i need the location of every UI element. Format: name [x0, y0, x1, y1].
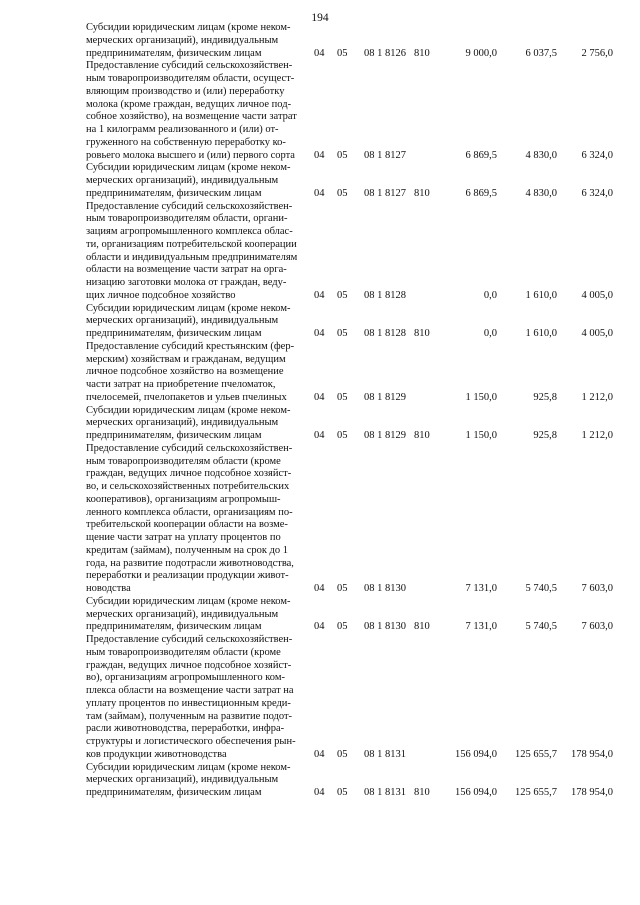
section-code: 04 — [314, 583, 325, 594]
amount-year-1: 9 000,0 — [465, 47, 497, 59]
amount-year-3: 178 954,0 — [571, 787, 613, 798]
table-row — [0, 162, 640, 200]
description-line: молока (кроме граждан, ведущих личное под- — [86, 98, 292, 110]
description-line: зациям агропромышленного комплекса облас- — [86, 226, 293, 237]
row-description — [86, 405, 310, 443]
description-line: груженного на собственную переработку ко- — [86, 136, 286, 148]
amount-year-2: 4 830,0 — [525, 149, 557, 161]
amount-year-2: 4 830,0 — [525, 187, 557, 199]
amount-year-3: 6 324,0 — [581, 149, 613, 161]
expense-type-code: 810 — [414, 621, 430, 633]
table-row — [0, 405, 640, 443]
description-line: года, на развитие подотрасли животноводства, — [86, 557, 294, 569]
amount-year-2: 5 740,5 — [525, 621, 557, 633]
amount-year-3: 1 212,0 — [581, 430, 613, 441]
description-line: мерческих организаций), индивидуальным — [86, 34, 279, 46]
description-line: предпринимателям, физическим лицам — [86, 187, 262, 199]
page-number: 194 — [311, 12, 329, 24]
subsection-code: 05 — [337, 621, 348, 633]
description-line: низацию заготовки молока от граждан, веду- — [86, 277, 287, 288]
expense-type-code: 810 — [414, 430, 430, 441]
row-description — [86, 634, 310, 762]
row-description — [86, 443, 310, 596]
description-line: области на возмещение части затрат на орга- — [86, 264, 287, 276]
description-line: Предоставление субсидий сельскохозяйствен- — [86, 634, 293, 645]
expense-type-code: 810 — [414, 328, 430, 339]
description-line: ленного комплекса области, организациям по- — [86, 506, 293, 518]
amount-year-2: 1 610,0 — [525, 289, 557, 301]
description-line: уплату процентов по инвестиционным креди- — [86, 697, 291, 709]
target-article-code: 08 1 8130 — [364, 583, 406, 594]
description-line: требительской кооперации области на возме- — [86, 519, 288, 531]
description-line: структуры и логистического обеспечения рын- — [86, 736, 296, 747]
section-code: 04 — [314, 149, 325, 161]
description-line: предпринимателям, физическим лицам — [86, 47, 262, 59]
row-description — [86, 162, 310, 200]
description-line: граждан, ведущих личное подсобное хозяйст- — [86, 659, 292, 671]
description-line: ным товаропроизводителям области (кроме — [86, 646, 281, 658]
row-description — [86, 201, 310, 303]
section-code: 04 — [314, 621, 325, 633]
description-line: предпринимателям, физическим лицам — [86, 621, 262, 633]
target-article-code: 08 1 8128 — [364, 289, 406, 301]
section-code: 04 — [314, 748, 325, 760]
description-line: Субсидии юридическим лицам (кроме неком- — [86, 302, 291, 314]
amount-year-1: 0,0 — [483, 289, 497, 301]
row-description — [86, 341, 310, 405]
description-line: кооперативов), организациям агропромыш- — [86, 493, 281, 505]
description-line: ти, организациям потребительской кооперации — [86, 238, 297, 250]
description-line: во), организациям агропромышленного ком- — [86, 672, 285, 684]
row-description — [86, 303, 310, 341]
amount-year-1: 1 150,0 — [465, 430, 497, 441]
amount-year-3: 2 756,0 — [581, 47, 613, 59]
description-line: предпринимателям, физическим лицам — [86, 430, 262, 441]
section-code: 04 — [314, 187, 325, 199]
amount-year-3: 4 005,0 — [581, 328, 613, 339]
amount-year-1: 156 094,0 — [455, 748, 497, 760]
description-line: Субсидии юридическим лицам (кроме неком- — [86, 761, 291, 773]
row-description — [86, 60, 310, 162]
subsection-code: 05 — [337, 149, 348, 161]
description-line: на 1 килограмм реализованного и (или) от- — [86, 124, 279, 135]
table-row — [0, 341, 640, 405]
subsection-code: 05 — [337, 328, 348, 339]
amount-year-3: 178 954,0 — [571, 748, 613, 760]
amount-year-1: 6 869,5 — [465, 149, 497, 161]
amount-year-2: 125 655,7 — [515, 787, 557, 798]
target-article-code: 08 1 8127 — [364, 187, 406, 199]
description-line: Субсидии юридическим лицам (кроме неком- — [86, 404, 291, 416]
description-line: мерческих организаций), индивидуальным — [86, 175, 279, 186]
description-line: щих личное подсобное хозяйство — [86, 289, 236, 301]
subsection-code: 05 — [337, 187, 348, 199]
description-line: Субсидии юридическим лицам (кроме неком- — [86, 22, 291, 33]
target-article-code: 08 1 8129 — [364, 430, 406, 441]
target-article-code: 08 1 8129 — [364, 391, 406, 403]
description-line: Предоставление субсидий сельскохозяйствен- — [86, 442, 293, 454]
description-line: Предоставление субсидий сельскохозяйствен- — [86, 60, 293, 72]
description-line: плекса области на возмещение части затрат на — [86, 685, 294, 696]
description-line: щение части затрат на уплату процентов по — [86, 532, 281, 543]
description-line: ным товаропроизводителям области (кроме — [86, 455, 281, 467]
subsection-code: 05 — [337, 748, 348, 760]
description-line: Субсидии юридическим лицам (кроме неком- — [86, 162, 291, 174]
description-line: во, и сельскохозяйственных потребительских — [86, 481, 290, 492]
section-code: 04 — [314, 787, 325, 798]
table-row — [0, 443, 640, 596]
description-line: Субсидии юридическим лицам (кроме неком- — [86, 595, 291, 607]
description-line: там (займам), полученным на развитие подот- — [86, 710, 293, 722]
table-row — [0, 22, 640, 60]
description-line: личное подсобное хозяйство на возмещение — [86, 366, 284, 378]
description-line: пчелосемей, пчелопакетов и ульев пчелиных — [86, 391, 287, 403]
subsection-code: 05 — [337, 787, 348, 798]
amount-year-3: 6 324,0 — [581, 187, 613, 199]
description-line: кредитам (займам), полученным на срок до 1 — [86, 544, 289, 556]
expense-type-code: 810 — [414, 787, 430, 798]
description-line: мерческих организаций), индивидуальным — [86, 608, 279, 620]
amount-year-2: 5 740,5 — [525, 583, 557, 594]
row-description — [86, 22, 310, 60]
amount-year-3: 7 603,0 — [581, 621, 613, 633]
description-line: собное хозяйство), на возмещение части затрат — [86, 111, 297, 123]
subsection-code: 05 — [337, 583, 348, 594]
description-line: ным товаропроизводителям области, органи- — [86, 213, 288, 225]
table-row — [0, 762, 640, 800]
section-code: 04 — [314, 47, 325, 59]
description-line: граждан, ведущих личное подсобное хозяйст- — [86, 468, 292, 480]
row-description — [86, 596, 310, 634]
target-article-code: 08 1 8127 — [364, 149, 406, 161]
description-line: области и индивидуальным предпринимателям — [86, 251, 298, 263]
table-row — [0, 596, 640, 634]
row-description — [86, 762, 310, 800]
description-line: мерческих организаций), индивидуальным — [86, 315, 279, 327]
budget-table — [0, 22, 640, 800]
description-line: мерским) хозяйствам и гражданам, ведущим — [86, 353, 286, 365]
subsection-code: 05 — [337, 391, 348, 403]
table-row — [0, 60, 640, 162]
section-code: 04 — [314, 328, 325, 339]
description-line: мерческих организаций), индивидуальным — [86, 774, 279, 786]
table-row — [0, 303, 640, 341]
subsection-code: 05 — [337, 430, 348, 441]
amount-year-1: 0,0 — [483, 328, 497, 339]
amount-year-2: 925,8 — [533, 391, 557, 403]
description-line: ным товаропроизводителям области, осущест- — [86, 73, 295, 84]
expense-type-code: 810 — [414, 187, 430, 199]
description-line: ков продукции животноводства — [86, 748, 227, 760]
amount-year-2: 925,8 — [533, 430, 557, 441]
target-article-code: 08 1 8128 — [364, 328, 406, 339]
description-line: вляющим производство и (или) переработку — [86, 85, 285, 97]
expense-type-code: 810 — [414, 47, 430, 59]
description-line: предпринимателям, физическим лицам — [86, 328, 262, 339]
amount-year-1: 1 150,0 — [465, 391, 497, 403]
description-line: ровьего молока высшего и (или) первого сорта — [86, 149, 295, 161]
description-line: Предоставление субсидий крестьянским (фер- — [86, 340, 295, 352]
description-line: переработки и реализации продукции живот- — [86, 570, 289, 582]
amount-year-2: 125 655,7 — [515, 748, 557, 760]
section-code: 04 — [314, 391, 325, 403]
target-article-code: 08 1 8131 — [364, 748, 406, 760]
table-row — [0, 634, 640, 762]
amount-year-1: 7 131,0 — [465, 583, 497, 594]
description-line: предпринимателям, физическим лицам — [86, 787, 262, 798]
amount-year-2: 6 037,5 — [525, 47, 557, 59]
amount-year-3: 4 005,0 — [581, 289, 613, 301]
section-code: 04 — [314, 430, 325, 441]
table-row — [0, 201, 640, 303]
amount-year-3: 1 212,0 — [581, 391, 613, 403]
section-code: 04 — [314, 289, 325, 301]
description-line: расли животноводства, переработки, инфра- — [86, 723, 285, 735]
target-article-code: 08 1 8130 — [364, 621, 406, 633]
description-line: Предоставление субсидий сельскохозяйствен- — [86, 200, 293, 212]
description-line: мерческих организаций), индивидуальным — [86, 417, 279, 429]
amount-year-1: 6 869,5 — [465, 187, 497, 199]
amount-year-3: 7 603,0 — [581, 583, 613, 594]
description-line: новодства — [86, 583, 131, 594]
amount-year-2: 1 610,0 — [525, 328, 557, 339]
subsection-code: 05 — [337, 289, 348, 301]
amount-year-1: 7 131,0 — [465, 621, 497, 633]
amount-year-1: 156 094,0 — [455, 787, 497, 798]
subsection-code: 05 — [337, 47, 348, 59]
description-line: части затрат на приобретение пчеломаток, — [86, 379, 276, 390]
target-article-code: 08 1 8131 — [364, 787, 406, 798]
target-article-code: 08 1 8126 — [364, 47, 406, 59]
